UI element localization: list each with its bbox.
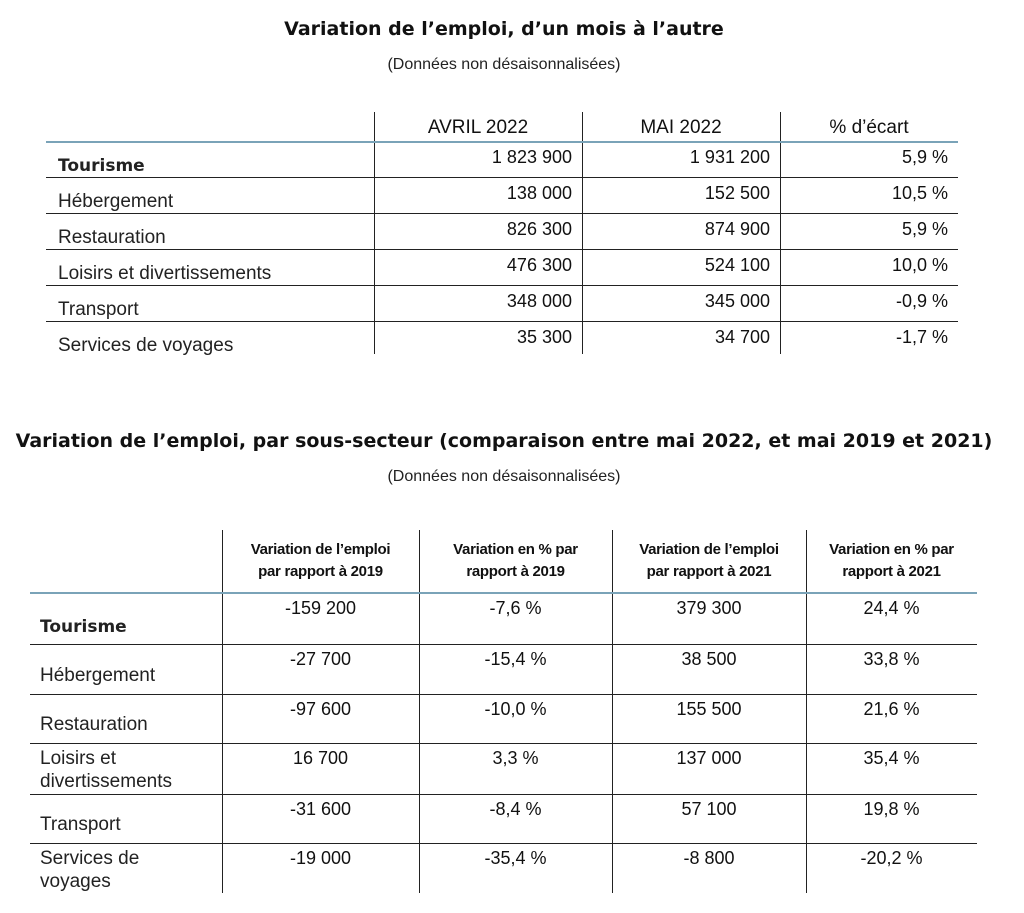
- table2-subtitle: (Données non désaisonnalisées): [387, 468, 621, 485]
- table2-row-label: Services de: [40, 848, 140, 869]
- table1-col-divider: [780, 112, 781, 354]
- table2-col-header: rapport à 2021: [842, 563, 941, 580]
- table1-cell: 345 000: [704, 291, 770, 311]
- table2-row-label: divertissements: [40, 771, 172, 792]
- table2-cell: -15,4 %: [484, 649, 547, 669]
- table2-col-header: rapport à 2019: [466, 563, 565, 580]
- table2-col-divider: [806, 530, 807, 893]
- table2-row-divider: [30, 743, 977, 744]
- table1-cell: 348 000: [506, 291, 572, 311]
- table2-cell: 35,4 %: [863, 748, 920, 768]
- table1-row-divider: [46, 249, 958, 250]
- table2-cell: 38 500: [681, 649, 737, 669]
- table1-col-divider: [374, 112, 375, 354]
- table2-cell: 19,8 %: [863, 799, 920, 819]
- table2-row-label: Loisirs et: [40, 748, 117, 769]
- table2-row-label: Tourisme: [40, 617, 127, 637]
- table2-header-rule: [30, 592, 977, 594]
- table2-row-label: voyages: [40, 871, 111, 892]
- table1-cell: 476 300: [506, 255, 572, 275]
- table2-cell: 33,8 %: [863, 649, 920, 669]
- table2-row-divider: [30, 843, 977, 844]
- table1-cell: 138 000: [506, 183, 572, 203]
- table2-row-label: Hébergement: [40, 665, 156, 686]
- table1-title: Variation de l’emploi, d’un mois à l’autre: [284, 18, 724, 40]
- table1-row-label: Tourisme: [58, 156, 145, 176]
- table2-cell: 16 700: [292, 748, 349, 768]
- table1-row-label: Hébergement: [58, 191, 174, 212]
- table2-row-divider: [30, 644, 977, 645]
- table1-col-divider: [582, 112, 583, 354]
- table2-cell: 57 100: [681, 799, 737, 819]
- table2-col-header: Variation en % par: [453, 541, 578, 558]
- table1-row-divider: [46, 321, 958, 322]
- table2-cell: 24,4 %: [863, 598, 920, 618]
- table1-cell: 874 900: [704, 219, 770, 239]
- table1-row-divider: [46, 213, 958, 214]
- table2-col-header: par rapport à 2021: [646, 563, 772, 580]
- table1-cell: -0,9 %: [895, 291, 948, 311]
- table1-header-rule: [46, 141, 958, 143]
- table1-cell: 5,9 %: [901, 147, 948, 167]
- table2-cell: -97 600: [289, 699, 352, 719]
- table1-cell: 1 931 200: [689, 147, 770, 167]
- table2-row-divider: [30, 794, 977, 795]
- table1-cell: 10,5 %: [891, 183, 948, 203]
- table2-row-label: Restauration: [40, 714, 148, 735]
- table2-col-divider: [612, 530, 613, 893]
- table1-row-label: Services de voyages: [58, 335, 234, 356]
- table2-col-header: par rapport à 2019: [258, 563, 383, 580]
- table1-row-label: Restauration: [58, 227, 166, 248]
- table2-row-divider: [30, 694, 977, 695]
- table2-cell: 379 300: [676, 598, 742, 618]
- table1-col-header: AVRIL 2022: [427, 117, 529, 138]
- table1-row-divider: [46, 285, 958, 286]
- table2-cell: -7,6 %: [489, 598, 542, 618]
- table2-cell: -31 600: [289, 799, 352, 819]
- table1-cell: 1 823 900: [491, 147, 572, 167]
- table1-cell: 34 700: [714, 327, 770, 347]
- table2-col-header: Variation de l’emploi: [250, 541, 391, 558]
- table2-cell: -20,2 %: [860, 848, 923, 868]
- table1-cell: 152 500: [704, 183, 770, 203]
- table1-cell: 10,0 %: [891, 255, 948, 275]
- table1-cell: 5,9 %: [901, 219, 948, 239]
- table2-col-header: Variation en % par: [829, 541, 954, 558]
- table2-row-label: Transport: [40, 814, 121, 835]
- table2-cell: -10,0 %: [484, 699, 547, 719]
- table2-title: Variation de l’emploi, par sous-secteur (comparaison entre mai 2022, et mai 2019 et 2021): [15, 430, 993, 452]
- table1-cell: 524 100: [704, 255, 770, 275]
- table2-cell: 155 500: [676, 699, 742, 719]
- table1-row-label: Transport: [58, 299, 139, 320]
- table1-cell: 826 300: [506, 219, 572, 239]
- table2-cell: -8,4 %: [489, 799, 542, 819]
- table1-cell: 35 300: [516, 327, 572, 347]
- table1-col-header: % d’écart: [829, 117, 909, 138]
- table2-col-divider: [222, 530, 223, 893]
- table2-cell: 21,6 %: [863, 699, 920, 719]
- table2-col-header: Variation de l’emploi: [639, 541, 779, 558]
- table2-cell: -19 000: [289, 848, 352, 868]
- table2-cell: 137 000: [676, 748, 742, 768]
- table2-cell: -35,4 %: [484, 848, 547, 868]
- table1-col-header: MAI 2022: [640, 117, 722, 138]
- table2-cell: 3,3 %: [492, 748, 539, 768]
- table2-col-divider: [419, 530, 420, 893]
- table1-row-label: Loisirs et divertissements: [58, 263, 272, 284]
- table2-cell: -27 700: [289, 649, 352, 669]
- table2-cell: -159 200: [284, 598, 357, 618]
- table1-row-divider: [46, 177, 958, 178]
- table1-subtitle: (Données non désaisonnalisées): [387, 56, 621, 73]
- table2-cell: -8 800: [683, 848, 735, 868]
- table1-cell: -1,7 %: [895, 327, 948, 347]
